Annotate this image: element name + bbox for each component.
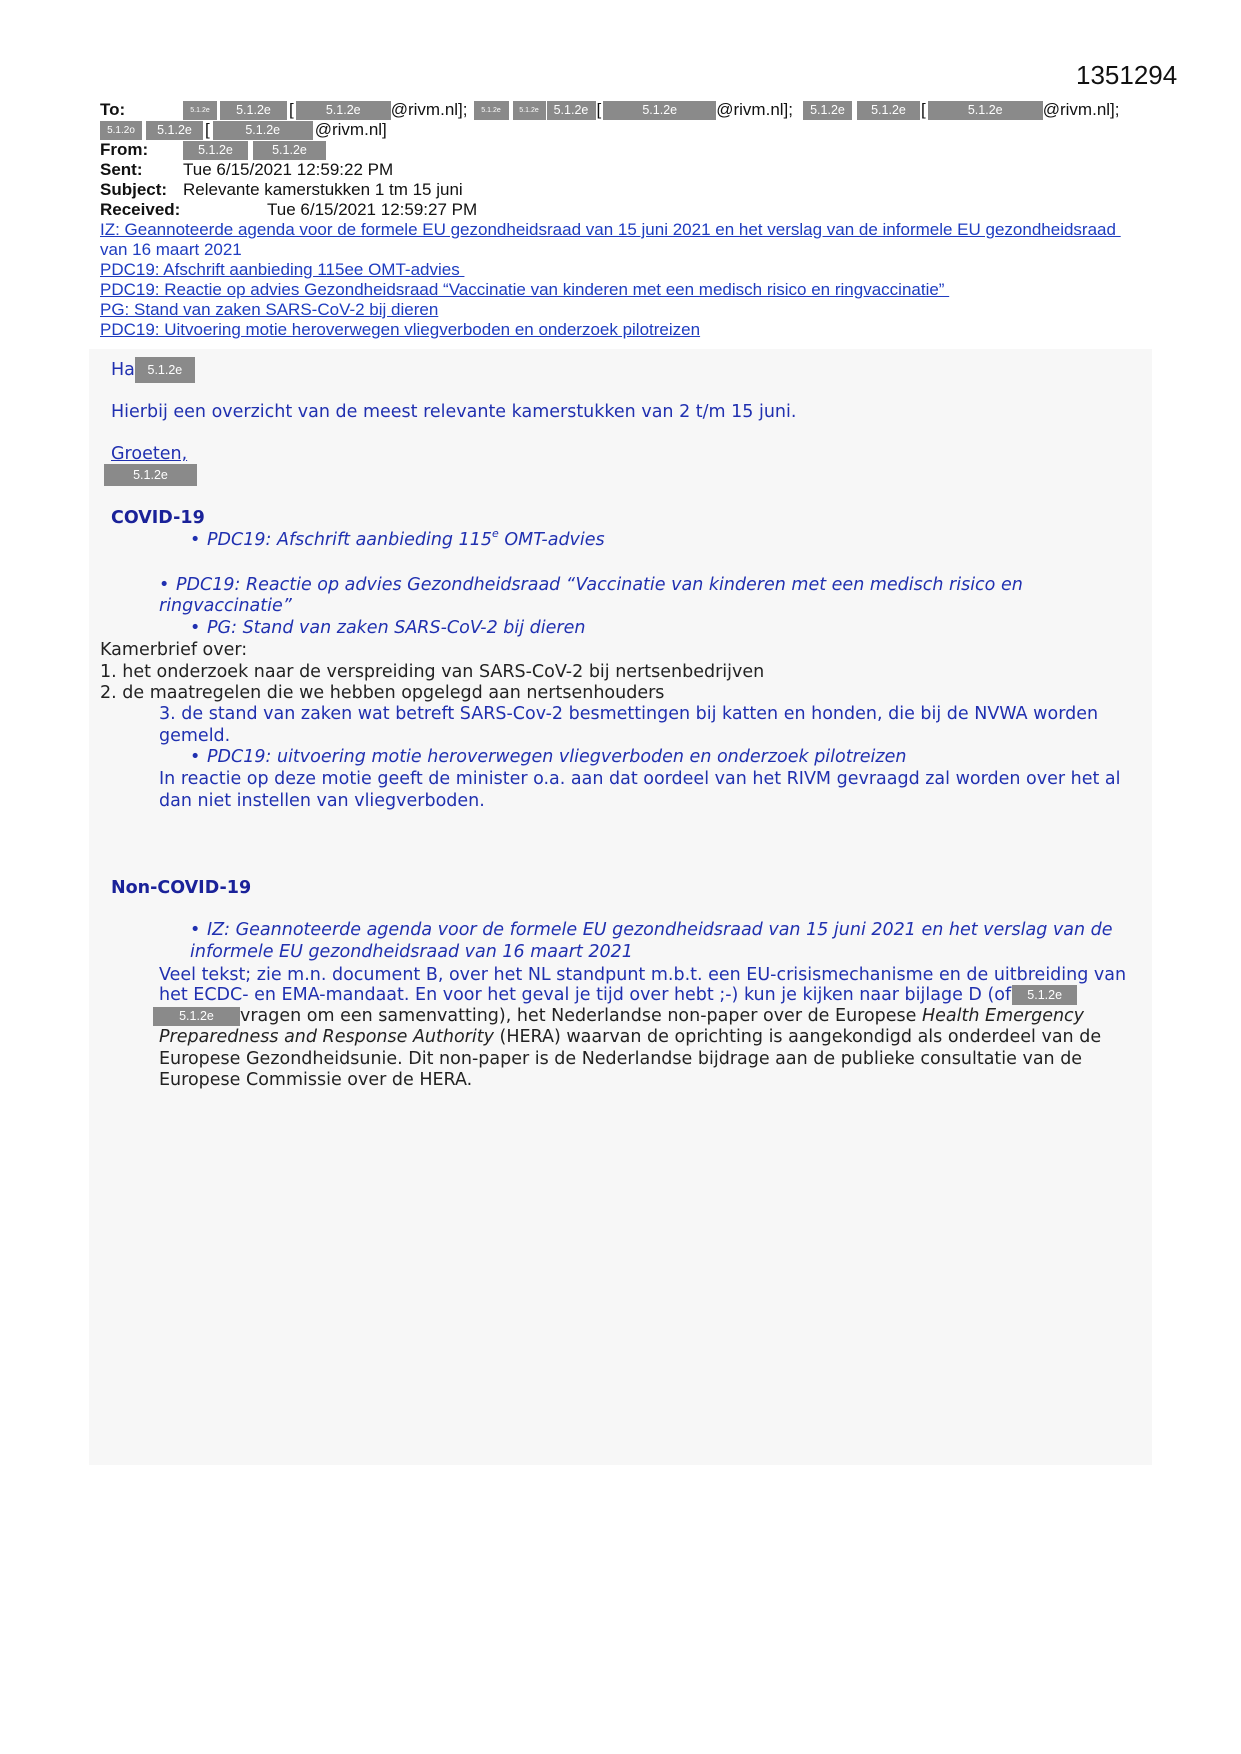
redaction-box: 5.1.2e (183, 101, 217, 120)
list-item-text: IZ: Geannoteerde agenda voor de formele EU gezondheidsraad van 15 juni 2021 en het verslag van de (207, 920, 1113, 940)
redaction-box: 5.1.2e (183, 141, 248, 160)
detail-text: Kamerbrief over: (100, 640, 248, 660)
list-item-reactie (159, 574, 1023, 596)
redaction-box: 5.1.2e (1012, 985, 1077, 1005)
list-item-iz (190, 919, 1113, 941)
detail-text: Veel tekst; zie m.n. document B, over het NL standpunt m.b.t. een EU-crisismechanisme en de uitbreiding van (159, 965, 1127, 985)
subject-value: Relevante kamerstukken 1 tm 15 juni (183, 180, 463, 199)
subject-label: Subject: (100, 180, 168, 199)
intro-paragraph (111, 401, 796, 423)
email-domain-text: @rivm.nl]; (390, 100, 468, 119)
attachment-link-text[interactable]: PDC19: Reactie op advies Gezondheidsraad “Vaccinatie van kinderen met een medisch risico en ringvaccinatie” (100, 280, 950, 299)
redaction-box: 5.1.2e (153, 1007, 240, 1026)
attachment-link-omt[interactable] (100, 260, 464, 280)
bracket-text: [ (205, 120, 210, 139)
list-item-omt (190, 529, 605, 551)
detail-line (159, 790, 485, 812)
sent-value: Tue 6/15/2021 12:59:22 PM (183, 160, 394, 179)
bullet-icon: • (190, 530, 201, 550)
redaction-box: 5.1.2e (213, 121, 313, 140)
detail-line (159, 768, 1120, 790)
to-row-continued (100, 120, 387, 140)
detail-text: In reactie op deze motie geeft de minister o.a. aan dat oordeel van het RIVM gevraagd zal worden over het al (159, 769, 1121, 789)
bullet-icon: • (190, 618, 201, 638)
closing-line (111, 443, 187, 465)
list-item-dieren (190, 617, 585, 639)
list-item-motie (190, 746, 906, 768)
redaction-box: 5.1.2e (296, 101, 391, 120)
list-item-text: PDC19: Reactie op advies Gezondheidsraad “Vaccinatie van kinderen met een medisch risico en (176, 575, 1023, 595)
detail-line (159, 703, 1098, 725)
detail-text: (HERA) waarvan de oprichting is aangekondigd als onderdeel van de (493, 1027, 1102, 1047)
section-heading-non-covid (111, 877, 251, 899)
detail-text: dan niet instellen van vliegverboden. (159, 791, 485, 811)
attachment-link-text[interactable]: PDC19: Afschrift aanbieding 115ee OMT-advies (100, 260, 465, 279)
bullet-icon: • (159, 575, 170, 595)
to-label: To: (100, 100, 126, 119)
attachment-link-motie[interactable] (100, 320, 700, 340)
greeting-text: Ha (111, 360, 135, 380)
bracket-text: [ (921, 100, 926, 119)
signature-redaction-box: 5.1.2e (104, 464, 197, 486)
section-heading-text: COVID-19 (111, 508, 205, 528)
closing-text: Groeten, (111, 444, 188, 464)
greeting-line (111, 359, 195, 381)
to-row (100, 100, 1120, 120)
intro-text: Hierbij een overzicht van de meest relevante kamerstukken van 2 t/m 15 juni. (111, 402, 797, 422)
received-label: Received: (100, 200, 181, 219)
section-heading-covid (111, 507, 205, 529)
list-item-iz-continued (190, 941, 633, 963)
detail-italic-text: Preparedness and Response Authority (159, 1027, 494, 1047)
redaction-box: 5.1.2e (474, 101, 509, 120)
document-number: 1351294 (1076, 60, 1178, 90)
email-domain-text: @rivm.nl] (314, 120, 387, 139)
list-item-text: informele EU gezondheidsraad van 16 maart 2021 (190, 942, 633, 962)
detail-line (153, 1005, 1084, 1027)
redaction-box: 5.1.2o (100, 121, 142, 140)
detail-text: 3. de stand van zaken wat betreft SARS-Cov-2 besmettingen bij katten en honden, die bij de NVWA worden (159, 704, 1099, 724)
detail-text: het ECDC- en EMA-mandaat. En voor het geval je tijd over hebt ;-) kun je kijken naar bijlage D (of (159, 985, 1012, 1005)
detail-text: Europese Commissie over de HERA. (159, 1070, 473, 1090)
detail-text: vragen om een samenvatting), het Nederlandse non-paper over de Europese (240, 1006, 922, 1026)
received-row (100, 200, 477, 220)
superscript-text: e (492, 527, 499, 540)
detail-text: 2. de maatregelen die we hebben opgelegd aan nertsenhouders (100, 683, 665, 703)
detail-line (159, 1069, 472, 1091)
detail-line (100, 639, 247, 661)
message-body-background (89, 349, 1152, 1465)
list-item-text: PDC19: uitvoering motie heroverwegen vliegverboden en onderzoek pilotreizen (207, 747, 907, 767)
attachment-link-text[interactable]: PG: Stand van zaken SARS-CoV-2 bij dieren (100, 300, 439, 319)
redaction-box: 5.1.2e (928, 101, 1043, 120)
redaction-box: 5.1.2e (547, 101, 596, 120)
detail-line (159, 1026, 1101, 1048)
attachment-link-dieren[interactable] (100, 300, 438, 320)
detail-line (159, 964, 1126, 986)
detail-text: 1. het onderzoek naar de verspreiding van SARS-CoV-2 bij nertsenbedrijven (100, 662, 765, 682)
detail-text: gemeld. (159, 726, 231, 746)
list-item-reactie-continued (159, 595, 292, 617)
bullet-icon: • (190, 920, 201, 940)
detail-line (159, 725, 230, 747)
detail-line (159, 1048, 1082, 1070)
redaction-box: 5.1.2e (253, 141, 326, 160)
received-value: Tue 6/15/2021 12:59:27 PM (267, 200, 478, 219)
list-item-text: PG: Stand van zaken SARS-CoV-2 bij dieren (207, 618, 586, 638)
redaction-box: 5.1.2e (146, 121, 203, 140)
detail-line (159, 984, 1077, 1006)
attachment-link-iz-continued[interactable] (100, 240, 242, 260)
sent-label: Sent: (100, 160, 143, 179)
email-domain-text: @rivm.nl]; (716, 100, 793, 119)
list-item-text: PDC19: Afschrift aanbieding 115 (207, 530, 492, 550)
list-item-text: ringvaccinatie” (159, 596, 292, 616)
from-row (100, 140, 326, 160)
detail-line (100, 682, 664, 704)
bracket-text: [ (596, 100, 602, 119)
bullet-icon: • (190, 747, 201, 767)
redaction-box: 5.1.2e (220, 101, 287, 120)
redaction-box: 5.1.2e (803, 101, 852, 120)
list-item-text: OMT-advies (498, 530, 605, 550)
attachment-link-text[interactable]: van 16 maart 2021 (100, 240, 242, 259)
bracket-text: [ (289, 100, 294, 119)
redaction-box: 5.1.2e (603, 101, 716, 120)
attachment-link-text[interactable]: IZ: Geannoteerde agenda voor de formele EU gezondheidsraad van 15 juni 2021 en het verslag van de informele EU gezondheidsraad (100, 220, 1121, 239)
subject-row (100, 180, 463, 200)
detail-line (100, 661, 764, 683)
redaction-box: 5.1.2e (135, 357, 195, 383)
redaction-box: 5.1.2e (513, 101, 546, 120)
sent-row (100, 160, 393, 180)
from-label: From: (100, 140, 149, 159)
email-domain-text: @rivm.nl]; (1042, 100, 1120, 119)
attachment-link-reactie[interactable] (100, 280, 949, 300)
detail-italic-text: Health Emergency (922, 1006, 1085, 1026)
detail-text: Europese Gezondheidsunie. Dit non-paper is de Nederlandse bijdrage aan de publieke consultatie van de (159, 1049, 1083, 1069)
redaction-box: 5.1.2e (857, 101, 920, 120)
section-heading-text: Non-COVID-19 (111, 878, 252, 898)
attachment-link-iz[interactable] (100, 220, 1121, 240)
attachment-link-text[interactable]: PDC19: Uitvoering motie heroverwegen vliegverboden en onderzoek pilotreizen (100, 320, 701, 339)
